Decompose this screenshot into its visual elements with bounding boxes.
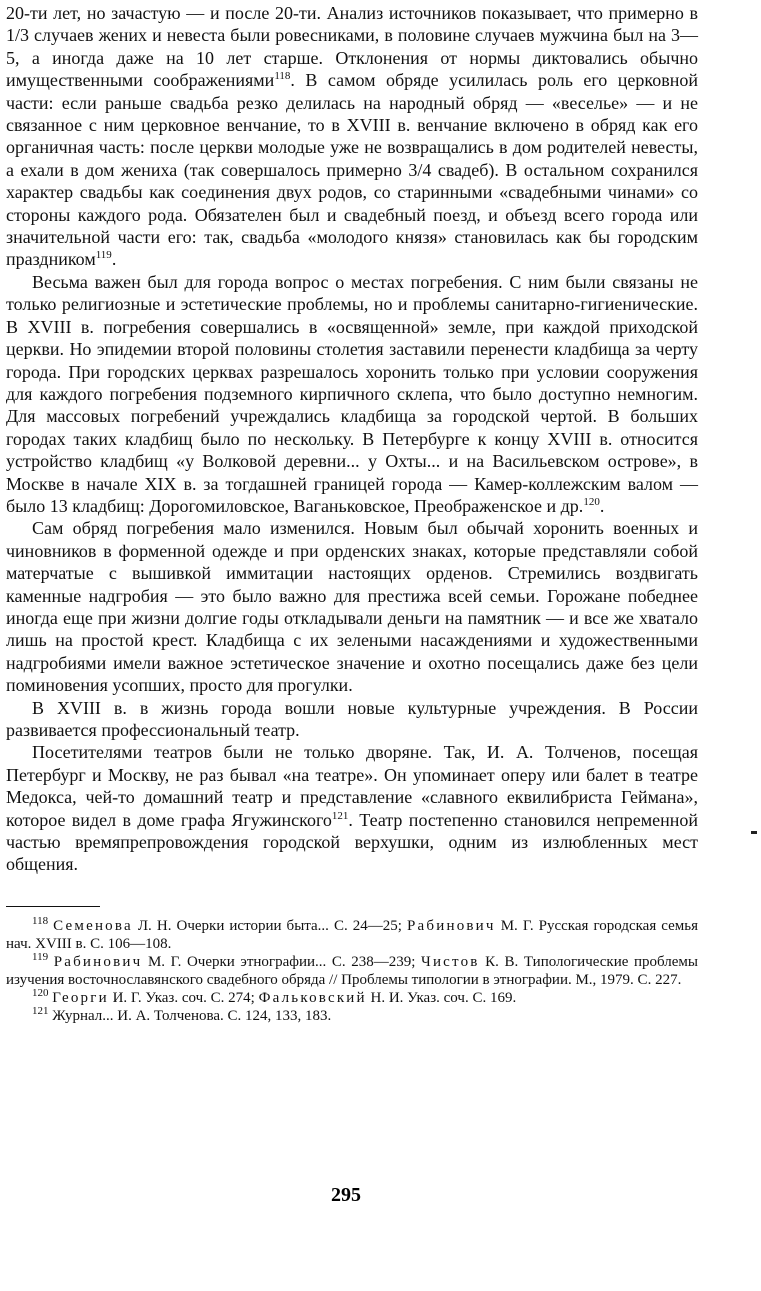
book-page <box>6 0 698 1025</box>
page-number: 295 <box>331 1184 361 1206</box>
footnote-ref-121: 121 <box>331 809 349 822</box>
footnote-ref-118: 118 <box>274 70 291 83</box>
footnote-121: $^{121}$ Журнал... И. А. Толченова. С. 124, 133, 183. <box>32 1005 332 1025</box>
paragraph-burial-places: Весьма важен был для города вопрос о местах погребения. С ним были связаны не только религиозные и эстетические проблемы, но и проблемы санитарно-гигиенические. В XVIII в. погребения совершались в «освященной» земле, при каждой приходской церкви. Но эпидемии второй половины столетия заставили перенести кладбища за черту города. При городских церквах разрешалось хоронить только при условии сооружения для каждого погребения подземного кирпичного склепа, что было доступно немногим. Для массовых погребений учреждались кладбища за городской чертой. В больших городах таких кладбищ было по нескольку. В Петербурге к концу XVIII в. относится устройство кладбищ «у Волковой деревни... у Охты... и на Васильевском острове», в Москве в начале XIX в. за тогдашней границей города — Камер-коллежским валом — было 13 кладбищ: Дорогомиловское, Ваганьковское, Преображенское и др.$^{120}$. <box>6 271 698 516</box>
paragraph-theatre: Посетителями театров были не только дворяне. Так, И. А. Толченов, посещая Петербург и Москву, не раз бывал «на театре». Он упоминает оперу или балет в театре Медокса, чей-то домашний театр и представление «славного еквилибриста Геймана», которое видел в доме графа Ягужинского$^{121}$. Театр постепенно становился непременной частью времяпрепровождения городской верхушки, одним из излюбленных мест общения. <box>6 742 698 875</box>
footnote-divider <box>6 906 100 907</box>
main-text <box>6 0 698 876</box>
footnote-ref-119: 119 <box>95 249 112 262</box>
footnotes <box>6 914 699 1026</box>
margin-mark <box>751 831 757 834</box>
paragraph-culture: В XVIII в. в жизнь города вошли новые культурные учреждения. В России развивается профессиональный театр. <box>6 697 698 740</box>
paragraph-wedding: 20-ти лет, но зачастую — и после 20-ти. Анализ источников показывает, что примерно в 1/3 случаев жених и невеста были ровесниками, в половине случаев мужчина был на 3—5, а иногда даже на 10 лет старше. Отклонения от нормы диктовались обычно имущественными соображениями$^{118}$. В самом обряде усилилась роль его церковной части: если раньше свадьба резко делилась на народный обряд — «веселье» — и не связанное с ним церковное венчание, то в XVIII в. венчание включено в обряд как его органичная часть: после церкви молодые уже не возвращались в дом родителей невесты, а ехали в дом жениха (так совершалось примерно 3/4 свадеб). В остальном сохранился характер свадьбы как соединения двух родов, со старинными «свадебными чинами» со стороны каждого рода. Обязателен был и свадебный поезд, и объезд всего города или значительной части его: так, свадьба «молодого князя» становилась как бы городским праздником$^{119}$. <box>6 3 699 270</box>
paragraph-burial-rite: Сам обряд погребения мало изменился. Новым был обычай хоронить военных и чиновников в форменной одежде и при орденских знаках, которые представляли собой матерчатые с вышивкой иммитации настоящих орденов. Стремились воздвигать каменные надгробия — это было важно для престижа всей семьи. Горожане победнее иногда еще при жизни долгие годы откладывали деньги на памятник — и все же хватало лишь на простой крест. Кладбища с их зелеными насаждениями и художественными надгробиями имели важное эстетическое значение и охотно посещались даже без цели поминовения усопших, просто для прогулки. <box>6 518 698 696</box>
footnote-ref-120: 120 <box>583 495 600 508</box>
footnote-120: $^{120}$ Георги И. Г. Указ. соч. С. 274; Фальковский Н. И. Указ. соч. С. 169. <box>32 987 517 1007</box>
footnote-119: $^{119}$ Рабинович М. Г. Очерки этнографии... С. 238—239; Чистов К. В. Типологические проблемы изучения восточнославянского свадебного обряда // Проблемы типологии в этнографии. М., 1979. С. 227. <box>6 951 699 989</box>
footnote-118: $^{118}$ Семенова Л. Н. Очерки истории быта... С. 24—25; Рабинович М. Г. Русская городская семья нач. XVIII в. С. 106—108. <box>6 914 699 952</box>
